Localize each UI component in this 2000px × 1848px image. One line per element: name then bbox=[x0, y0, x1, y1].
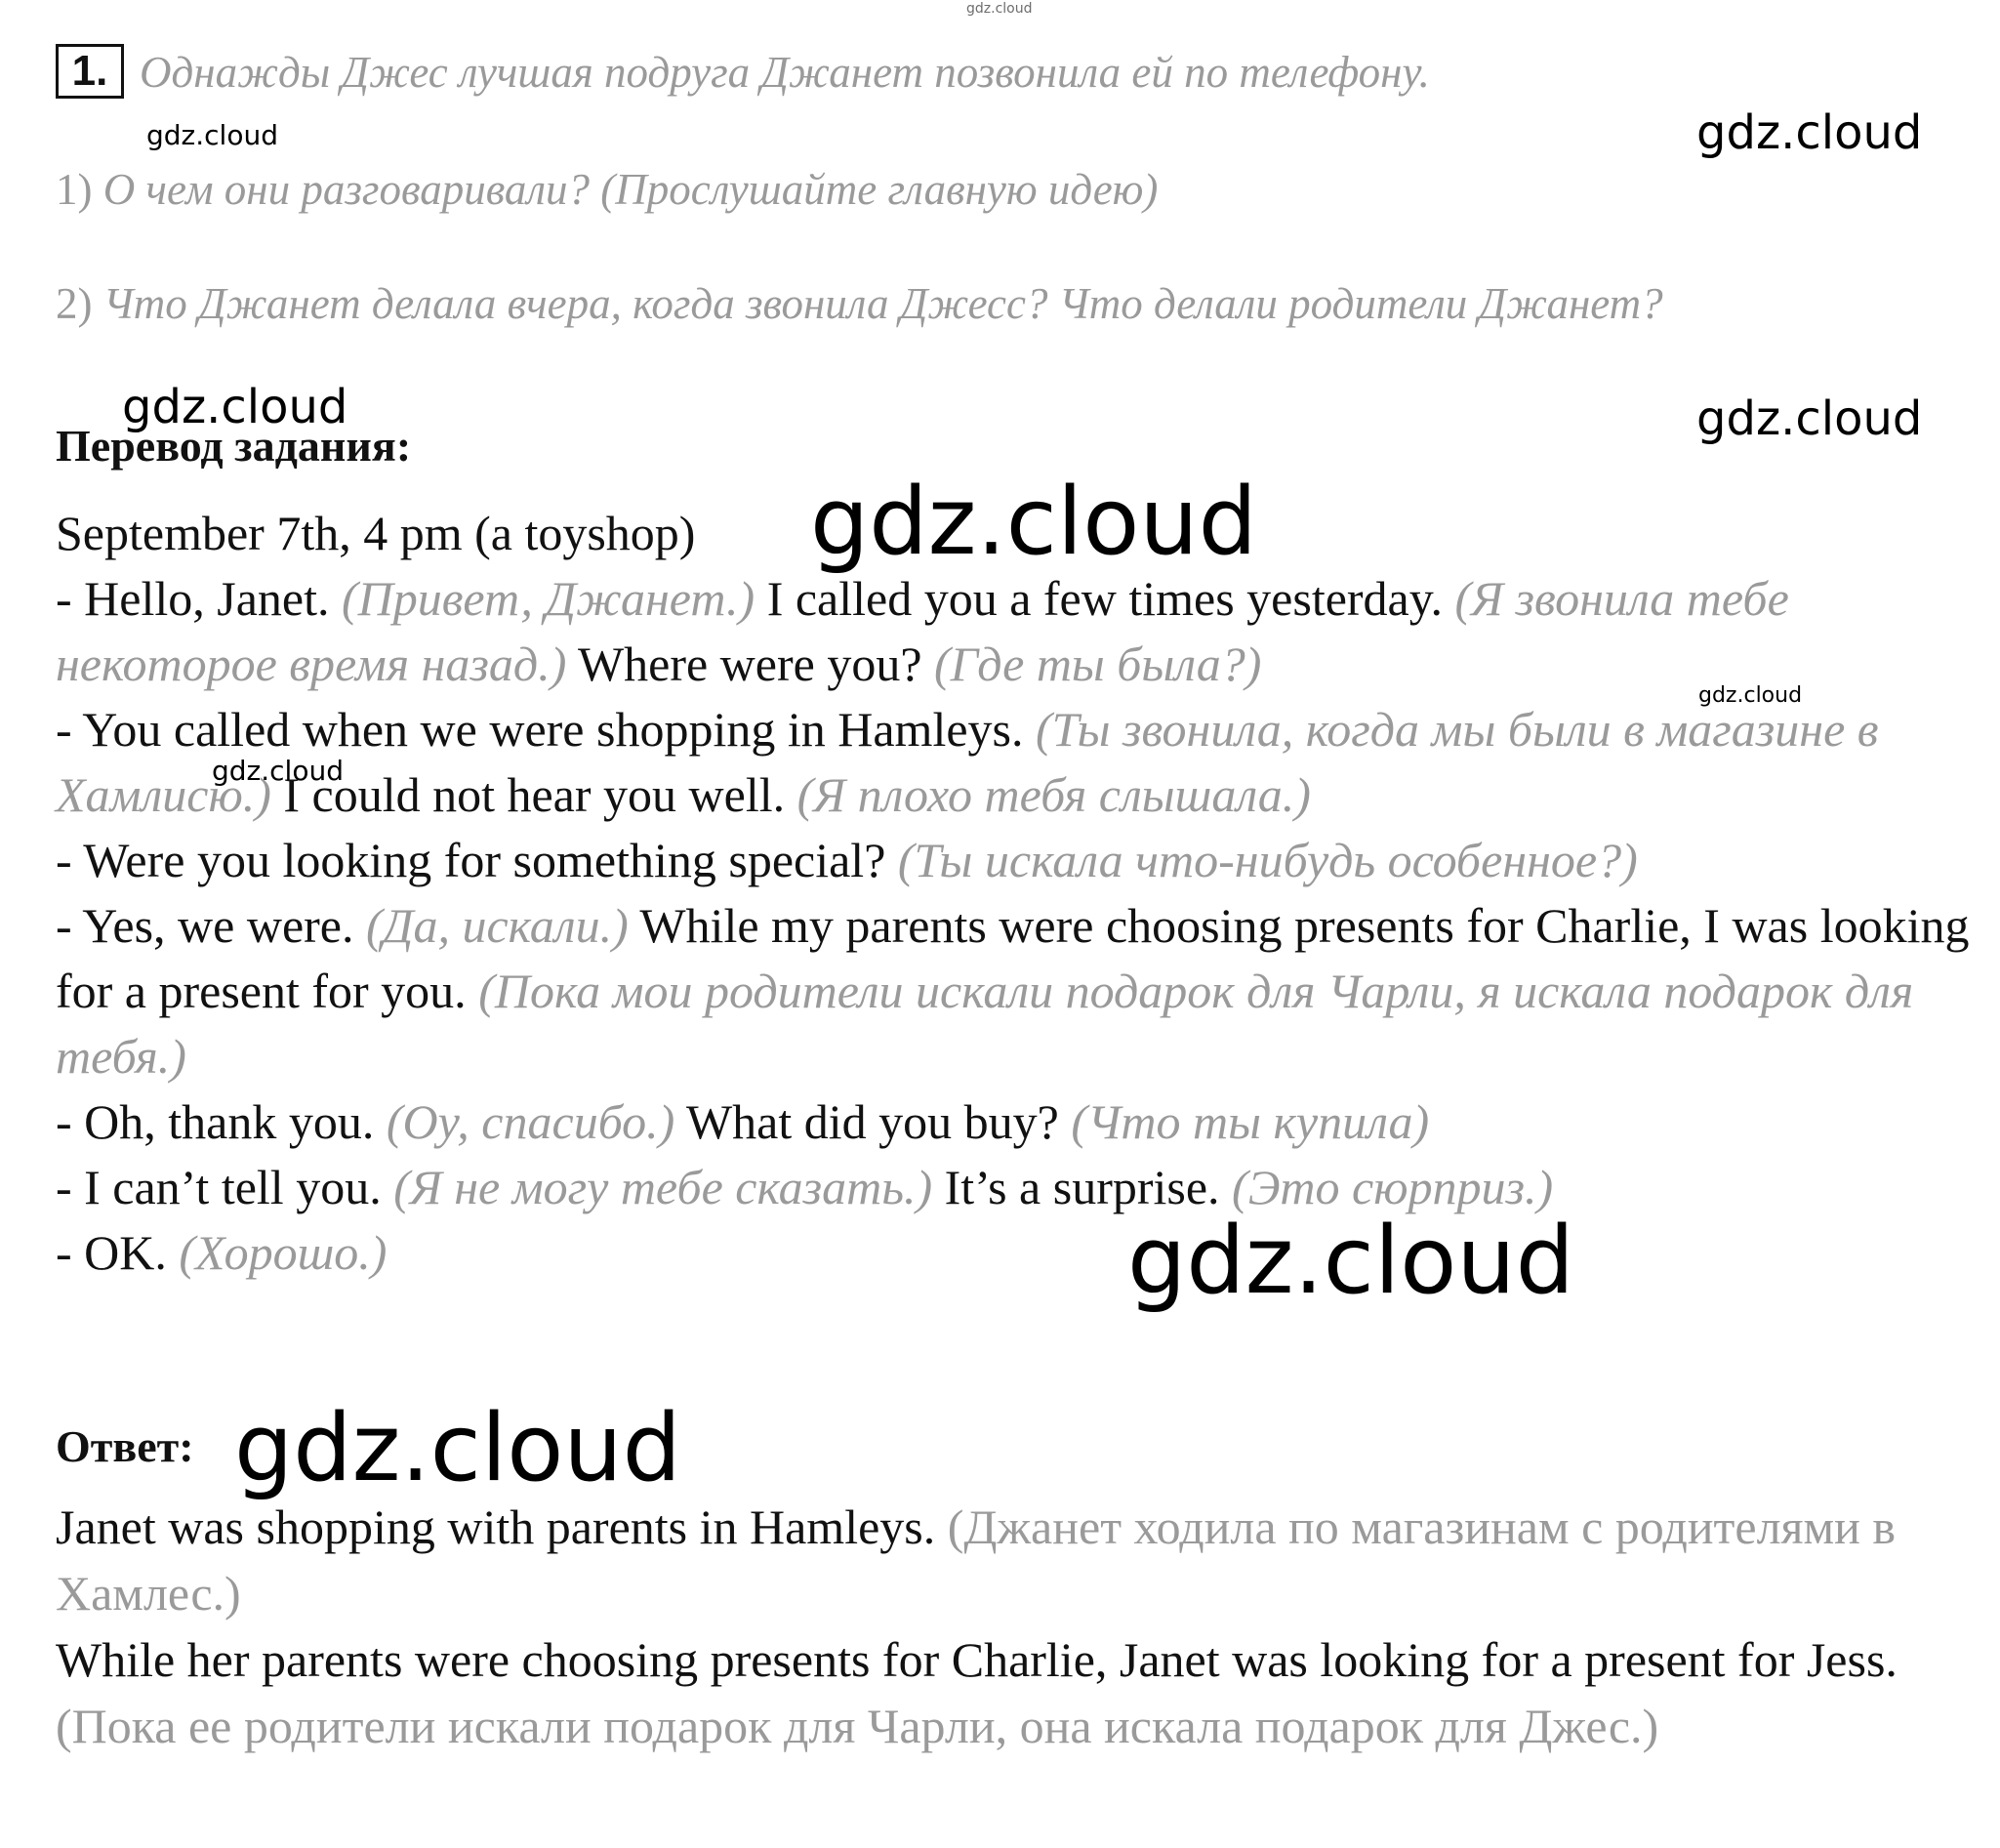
watermark: gdz.cloud bbox=[1696, 391, 1923, 446]
line-ru: (Где ты была?) bbox=[934, 637, 1262, 691]
line-en: - Yes, we were. bbox=[56, 898, 354, 953]
line-en: I could not hear you well. bbox=[283, 767, 786, 822]
line-ru: (Хорошо.) bbox=[179, 1225, 388, 1280]
answer-ru: (Джанет ходила по магазинам с родителями в Хамлес.) bbox=[56, 1499, 1897, 1621]
watermark-top: gdz.cloud bbox=[966, 1, 1033, 17]
watermark: gdz.cloud bbox=[234, 1395, 681, 1502]
question-1 bbox=[56, 164, 1988, 215]
answer-en: While her parents were choosing presents for Charlie, Janet was looking for a present for Jess. bbox=[56, 1632, 1898, 1687]
watermark: gdz.cloud bbox=[122, 380, 348, 434]
date-line: September 7th, 4 pm (a toyshop) bbox=[56, 506, 696, 560]
watermark: gdz.cloud bbox=[1127, 1208, 1574, 1315]
dialogue-line bbox=[56, 566, 1979, 697]
question-number: 1) bbox=[56, 165, 93, 214]
watermark: gdz.cloud bbox=[212, 755, 344, 787]
question-2 bbox=[56, 278, 1988, 329]
line-en: Where were you? bbox=[577, 637, 922, 691]
dialogue-line bbox=[56, 828, 1979, 893]
dialogue-line bbox=[56, 1155, 1979, 1220]
watermark: gdz.cloud bbox=[146, 119, 278, 151]
answer-paragraph bbox=[56, 1494, 1930, 1626]
line-ru: (Ты звонила, когда мы были в магазине в Хамлисю.) bbox=[56, 702, 1879, 822]
watermark: gdz.cloud bbox=[810, 469, 1257, 576]
answer-paragraph bbox=[56, 1626, 1930, 1759]
line-en: - Hello, Janet. bbox=[56, 571, 330, 626]
line-ru: (Я звонила тебе некоторое время назад.) bbox=[56, 571, 1789, 691]
dialogue bbox=[56, 501, 1979, 1286]
line-ru: (Что ты купила) bbox=[1071, 1094, 1430, 1149]
line-en: - You called when we were shopping in Hamleys. bbox=[56, 702, 1024, 757]
line-ru: (Я плохо тебя слышала.) bbox=[796, 767, 1311, 822]
line-en: It’s a surprise. bbox=[944, 1160, 1220, 1214]
line-ru: (Привет, Джанет.) bbox=[341, 571, 755, 626]
line-en: I called you a few times yesterday. bbox=[766, 571, 1443, 626]
line-ru: (Оу, спасибо.) bbox=[386, 1094, 675, 1149]
answer-ru: (Пока ее родители искали подарок для Чарли, она искала подарок для Джес.) bbox=[56, 1699, 1659, 1753]
question-number: 2) bbox=[56, 279, 93, 328]
answer-body bbox=[56, 1494, 1930, 1759]
line-ru: (Да, искали.) bbox=[366, 898, 629, 953]
task-number: 1. bbox=[56, 44, 124, 99]
line-ru: (Ты искала что-нибудь особенное?) bbox=[897, 833, 1638, 887]
answer-heading: Ответ: bbox=[56, 1421, 194, 1471]
watermark: gdz.cloud bbox=[1698, 683, 1803, 708]
dialogue-line bbox=[56, 1220, 1979, 1286]
line-en: - Oh, thank you. bbox=[56, 1094, 375, 1149]
watermark: gdz.cloud bbox=[1696, 105, 1923, 160]
line-ru: (Пока мои родители искали подарок для Чарли, я искала подарок для тебя.) bbox=[56, 964, 1914, 1084]
line-ru: (Это сюрприз.) bbox=[1232, 1160, 1554, 1214]
dialogue-line bbox=[56, 893, 1979, 1089]
answer-en: Janet was shopping with parents in Hamleys. bbox=[56, 1499, 936, 1554]
question-text: О чем они разговаривали? (Прослушайте главную идею) bbox=[102, 165, 1159, 214]
line-en: - Were you looking for something special? bbox=[56, 833, 886, 887]
line-ru: (Я не могу тебе сказать.) bbox=[393, 1160, 933, 1214]
dialogue-line bbox=[56, 697, 1979, 828]
question-text: Что Джанет делала вчера, когда звонила Джесс? Что делали родители Джанет? bbox=[102, 279, 1663, 328]
line-en: While my parents were choosing presents for Charlie, I was looking for a present for you. bbox=[56, 898, 1970, 1018]
task-intro: Однажды Джес лучшая подруга Джанет позвонила ей по телефону. bbox=[140, 48, 1430, 97]
line-en: - OK. bbox=[56, 1225, 167, 1280]
translation-heading: Перевод задания: bbox=[56, 421, 412, 471]
dialogue-line bbox=[56, 1089, 1979, 1155]
line-en: - I can’t tell you. bbox=[56, 1160, 382, 1214]
line-en: What did you buy? bbox=[685, 1094, 1059, 1149]
